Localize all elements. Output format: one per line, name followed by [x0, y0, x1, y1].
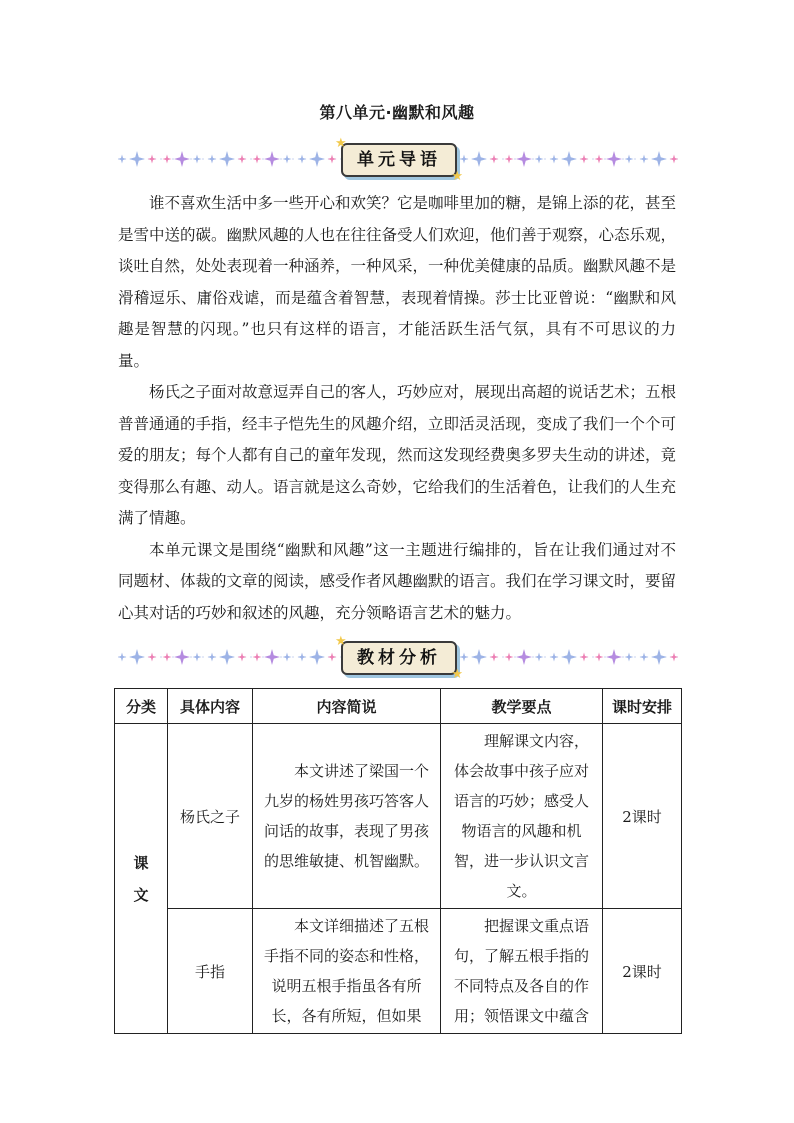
- sparkle-icon: [253, 155, 262, 164]
- sparkle-icon: [174, 151, 190, 167]
- sparkle-icon: [253, 653, 262, 662]
- sparkle-icon: [238, 155, 247, 164]
- material-analysis-heading: 教材分析: [357, 648, 441, 668]
- summary-cell: [253, 724, 441, 909]
- sparkle-icon: [561, 649, 577, 665]
- sparkle-icon: [283, 155, 292, 164]
- sparkle-icon: [640, 653, 649, 662]
- summary-text: 本文详细描述了五根手指不同的姿态和性格，说明五根手指虽各有所长，各有所短，但如果: [263, 917, 429, 1025]
- unit-intro-text: [118, 188, 676, 629]
- sparkle-icon: [550, 653, 559, 662]
- sparkle-icon: [264, 151, 280, 167]
- material-analysis-banner: [118, 634, 678, 682]
- sparkle-icon: [129, 649, 145, 665]
- table-header-row: [115, 689, 682, 724]
- points-text: 把握课文重点语句，了解五根手指的不同特点及各自的作用；领悟课文中蕴含: [453, 917, 589, 1025]
- sparkle-icon: [535, 155, 544, 164]
- sparkle-icon: [219, 151, 235, 167]
- header-category: 分类: [115, 689, 168, 724]
- sparkle-icon: [328, 155, 337, 164]
- sparkle-icon: [670, 653, 679, 662]
- sparkle-icon: [516, 649, 532, 665]
- sparkle-icon: [505, 155, 514, 164]
- sparkle-icon: [208, 155, 217, 164]
- sparkle-icon: [670, 155, 679, 164]
- unit-intro-heading: 单元导语: [357, 150, 441, 170]
- content-cell: 手指: [168, 909, 253, 1034]
- star-icon: ★: [335, 136, 347, 151]
- sparkle-icon: [309, 151, 325, 167]
- sparkle-icon: [471, 649, 487, 665]
- sparkle-icon: [460, 653, 469, 662]
- summary-cell: [253, 909, 441, 1034]
- sparkle-icon: [193, 155, 202, 164]
- sparkle-icon: [580, 155, 589, 164]
- sparkle-icon: [640, 155, 649, 164]
- sparkle-icon: [163, 155, 172, 164]
- points-text: 理解课文内容，体会故事中孩子应对语言的巧妙；感受人物语言的风趣和机智，进一步认识文言文。: [453, 732, 589, 900]
- sparkle-icon: [651, 649, 667, 665]
- sparkle-icon: [561, 151, 577, 167]
- sparkle-icon: [148, 155, 157, 164]
- points-cell: [441, 724, 603, 909]
- page-title: 第八单元·幽默和风趣: [319, 103, 475, 122]
- sparkle-icon: [298, 155, 307, 164]
- points-cell: [441, 909, 603, 1034]
- category-cell: [115, 724, 168, 1034]
- sparkle-icon: [595, 653, 604, 662]
- sparkle-icon: [460, 155, 469, 164]
- intro-paragraph: 谁不喜欢生活中多一些开心和欢笑？它是咖啡里加的糖，是锦上添的花，甚至是雪中送的碳。幽默风趣的人也在往往备受人们欢迎，他们善于观察，心态乐观，谈吐自然，处处表现着一种涵养，一种风采，一种优美健康的品质。幽默风趣不是滑稽逗乐、庸俗戏谑，而是蕴含着智慧，表现着情操。莎士比亚曾说：“幽默和风趣是智慧的闪现。”也只有这样的语言，才能活跃生活气氛，具有不可思议的力量。: [118, 194, 677, 370]
- category-label: 课文: [133, 853, 149, 904]
- sparkle-icon: [328, 653, 337, 662]
- sparkle-icon: [129, 151, 145, 167]
- intro-paragraph: 本单元课文是围绕“幽默和风趣”这一主题进行编排的，旨在让我们通过对不同题材、体裁的文章的阅读，感受作者风趣幽默的语言。我们在学习课文时，要留心其对话的巧妙和叙述的风趣，充分领略语言艺术的魅力。: [118, 540, 677, 622]
- header-teaching-points: 教学要点: [441, 689, 603, 724]
- sparkle-icon: [264, 649, 280, 665]
- sparkle-icon: [163, 653, 172, 662]
- sparkle-icon: [595, 155, 604, 164]
- sparkle-icon: [625, 653, 634, 662]
- sparkle-icon: [535, 653, 544, 662]
- sparkle-icon: [298, 653, 307, 662]
- sparkle-icon: [118, 155, 127, 164]
- sparkle-icon: [309, 649, 325, 665]
- sparkle-icon: [174, 649, 190, 665]
- sparkle-icon: [606, 151, 622, 167]
- intro-paragraph: 杨氏之子面对故意逗弄自己的客人，巧妙应对，展现出高超的说话艺术；五根普普通通的手指，经丰子恺先生的风趣介绍，立即活灵活现，变成了我们一个个可爱的朋友；每个人都有自己的童年发现，然而这发现经费奥多罗夫生动的讲述，竟变得那么有趣、动人。语言就是这么奇妙，它给我们的生活着色，让我们的人生充满了情趣。: [118, 383, 677, 527]
- unit-intro-banner: [118, 136, 678, 184]
- sparkle-icon: [471, 151, 487, 167]
- hours-cell: 2课时: [603, 909, 682, 1034]
- sparkle-icon: [193, 653, 202, 662]
- sparkle-icon: [283, 653, 292, 662]
- table-row: [115, 724, 682, 909]
- sparkle-icon: [208, 653, 217, 662]
- summary-text: 本文讲述了梁国一个九岁的杨姓男孩巧答客人问话的故事，表现了男孩的思维敏捷、机智幽默。: [263, 762, 429, 870]
- material-analysis-badge: [335, 634, 463, 682]
- sparkle-icon: [219, 649, 235, 665]
- content-cell: 杨氏之子: [168, 724, 253, 909]
- star-icon: ★: [451, 667, 463, 682]
- header-content: 具体内容: [168, 689, 253, 724]
- table-row: [115, 909, 682, 1034]
- sparkle-icon: [118, 653, 127, 662]
- sparkle-icon: [490, 155, 499, 164]
- star-icon: ★: [335, 634, 347, 649]
- sparkle-icon: [148, 653, 157, 662]
- sparkle-icon: [238, 653, 247, 662]
- sparkle-icon: [625, 155, 634, 164]
- sparkle-icon: [606, 649, 622, 665]
- sparkle-icon: [580, 653, 589, 662]
- sparkle-icon: [516, 151, 532, 167]
- unit-intro-badge: [335, 136, 463, 184]
- sparkle-icon: [651, 151, 667, 167]
- sparkle-icon: [505, 653, 514, 662]
- star-icon: ★: [451, 169, 463, 184]
- header-summary: 内容简说: [253, 689, 441, 724]
- header-schedule: 课时安排: [603, 689, 682, 724]
- sparkle-icon: [490, 653, 499, 662]
- hours-cell: 2课时: [603, 724, 682, 909]
- sparkle-icon: [550, 155, 559, 164]
- analysis-table: [114, 688, 682, 1034]
